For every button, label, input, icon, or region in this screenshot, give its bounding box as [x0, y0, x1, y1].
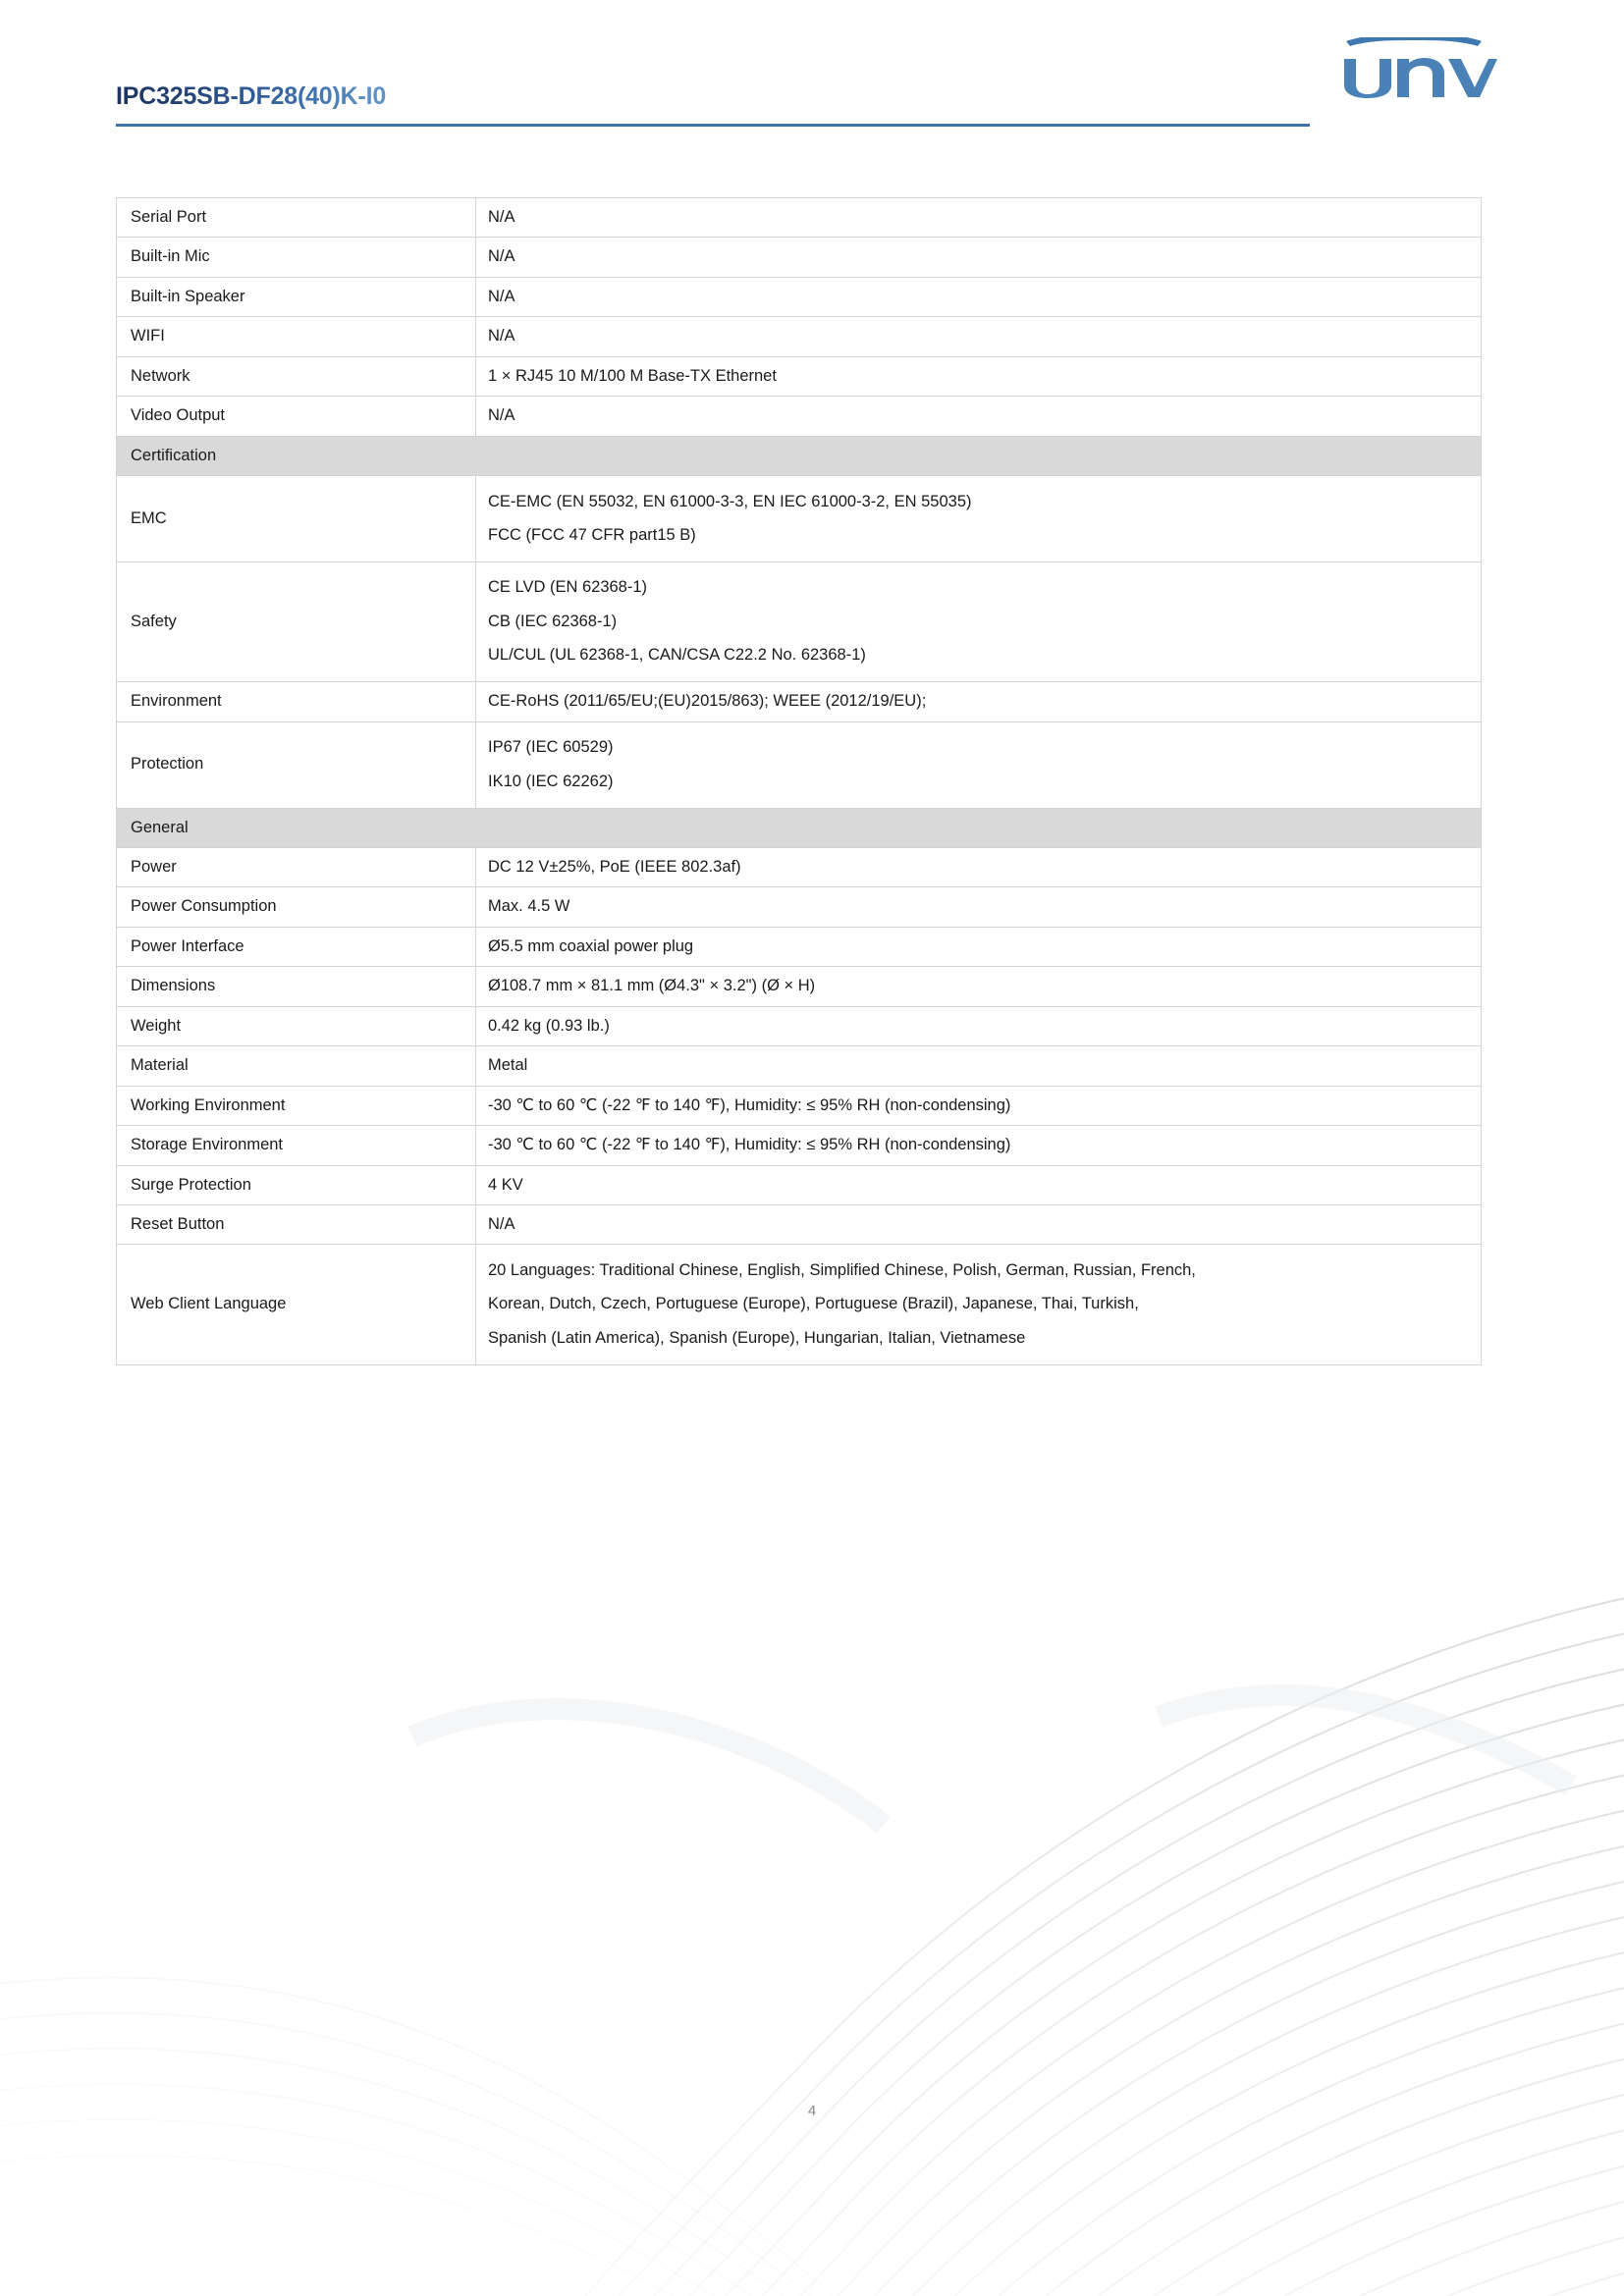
spec-value-cell — [476, 1245, 1482, 1364]
section-header-label: General — [117, 808, 1482, 847]
spec-value-cell: N/A — [476, 317, 1482, 356]
table-row — [117, 317, 1482, 356]
table-row — [117, 887, 1482, 927]
spec-label-cell: Built-in Speaker — [117, 277, 476, 316]
header-divider — [116, 124, 1310, 127]
spec-label-cell: Built-in Mic — [117, 238, 476, 277]
spec-value-line: UL/CUL (UL 62368-1, CAN/CSA C22.2 No. 62368-1) — [488, 646, 866, 665]
spec-value-line: IP67 (IEC 60529) — [488, 738, 614, 757]
spec-value-cell: 1 × RJ45 10 M/100 M Base-TX Ethernet — [476, 356, 1482, 396]
unv-logo-icon — [1330, 37, 1497, 98]
spec-label-cell: Material — [117, 1046, 476, 1086]
spec-value-cell: Ø108.7 mm × 81.1 mm (Ø4.3" × 3.2") (Ø × H) — [476, 967, 1482, 1006]
table-row — [117, 1046, 1482, 1086]
spec-value-cell: -30 ℃ to 60 ℃ (-22 ℉ to 140 ℉), Humidity: ≤ 95% RH (non-condensing) — [476, 1086, 1482, 1125]
table-row — [117, 1165, 1482, 1204]
spec-label-cell: Surge Protection — [117, 1165, 476, 1204]
spec-value-line: FCC (FCC 47 CFR part15 B) — [488, 526, 696, 544]
specification-table — [116, 197, 1482, 1365]
spec-label-cell: Dimensions — [117, 967, 476, 1006]
table-row — [117, 927, 1482, 966]
spec-label-cell: Safety — [117, 561, 476, 681]
table-row — [117, 1126, 1482, 1165]
spec-label-cell: Power Consumption — [117, 887, 476, 927]
table-row — [117, 198, 1482, 238]
spec-label-cell: Protection — [117, 721, 476, 808]
spec-value-line: CB (IEC 62368-1) — [488, 612, 618, 630]
table-row — [117, 721, 1482, 808]
spec-value-cell: N/A — [476, 1204, 1482, 1244]
table-row — [117, 277, 1482, 316]
spec-value-line: 20 Languages: Traditional Chinese, English, Simplified Chinese, Polish, German, Russian, French, — [488, 1260, 1196, 1279]
decorative-wave-watermark — [0, 1530, 1624, 2296]
table-row — [117, 1204, 1482, 1244]
spec-label-cell: Serial Port — [117, 198, 476, 238]
spec-value-line: IK10 (IEC 62262) — [488, 772, 614, 790]
spec-value-line: CE LVD (EN 62368-1) — [488, 578, 648, 597]
table-row — [117, 1006, 1482, 1045]
spec-value-cell: Metal — [476, 1046, 1482, 1086]
spec-value-cell: N/A — [476, 397, 1482, 436]
spec-value-cell: 0.42 kg (0.93 lb.) — [476, 1006, 1482, 1045]
page-header — [0, 0, 1624, 137]
spec-value-line: Spanish (Latin America), Spanish (Europe), Hungarian, Italian, Vietnamese — [488, 1328, 1026, 1347]
spec-value-cell: -30 ℃ to 60 ℃ (-22 ℉ to 140 ℉), Humidity: ≤ 95% RH (non-condensing) — [476, 1126, 1482, 1165]
spec-value-cell — [476, 561, 1482, 681]
spec-label-cell: WIFI — [117, 317, 476, 356]
spec-value-cell: 4 KV — [476, 1165, 1482, 1204]
table-row — [117, 1086, 1482, 1125]
specification-table-body — [117, 198, 1482, 1365]
page-title: IPC325SB-DF28(40)K-I0 — [116, 82, 387, 110]
spec-value-cell: Max. 4.5 W — [476, 887, 1482, 927]
spec-label-cell: Weight — [117, 1006, 476, 1045]
spec-label-cell: Video Output — [117, 397, 476, 436]
spec-value-cell: N/A — [476, 277, 1482, 316]
section-header-label: Certification — [117, 436, 1482, 475]
spec-value-cell — [476, 721, 1482, 808]
table-row — [117, 397, 1482, 436]
spec-label-cell: Power — [117, 848, 476, 887]
spec-label-cell: Environment — [117, 682, 476, 721]
spec-value-cell: Ø5.5 mm coaxial power plug — [476, 927, 1482, 966]
table-row — [117, 848, 1482, 887]
spec-value-cell: N/A — [476, 198, 1482, 238]
spec-value-cell — [476, 476, 1482, 562]
spec-label-cell: Power Interface — [117, 927, 476, 966]
spec-value-cell: N/A — [476, 238, 1482, 277]
spec-label-cell: EMC — [117, 476, 476, 562]
spec-value-cell: CE-RoHS (2011/65/EU;(EU)2015/863); WEEE (2012/19/EU); — [476, 682, 1482, 721]
spec-label-cell: Storage Environment — [117, 1126, 476, 1165]
table-row — [117, 561, 1482, 681]
table-row — [117, 238, 1482, 277]
table-section-row — [117, 436, 1482, 475]
spec-label-cell: Working Environment — [117, 1086, 476, 1125]
table-row — [117, 356, 1482, 396]
table-section-row — [117, 808, 1482, 847]
spec-value-cell: DC 12 V±25%, PoE (IEEE 802.3af) — [476, 848, 1482, 887]
spec-value-line: Korean, Dutch, Czech, Portuguese (Europe), Portuguese (Brazil), Japanese, Thai, Turkish, — [488, 1295, 1139, 1313]
table-row — [117, 967, 1482, 1006]
page-number: 4 — [807, 2103, 817, 2119]
spec-value-line: CE-EMC (EN 55032, EN 61000-3-3, EN IEC 61000-3-2, EN 55035) — [488, 492, 972, 510]
table-row — [117, 1245, 1482, 1364]
spec-label-cell: Reset Button — [117, 1204, 476, 1244]
table-row — [117, 476, 1482, 562]
table-row — [117, 682, 1482, 721]
spec-label-cell: Web Client Language — [117, 1245, 476, 1364]
spec-label-cell: Network — [117, 356, 476, 396]
